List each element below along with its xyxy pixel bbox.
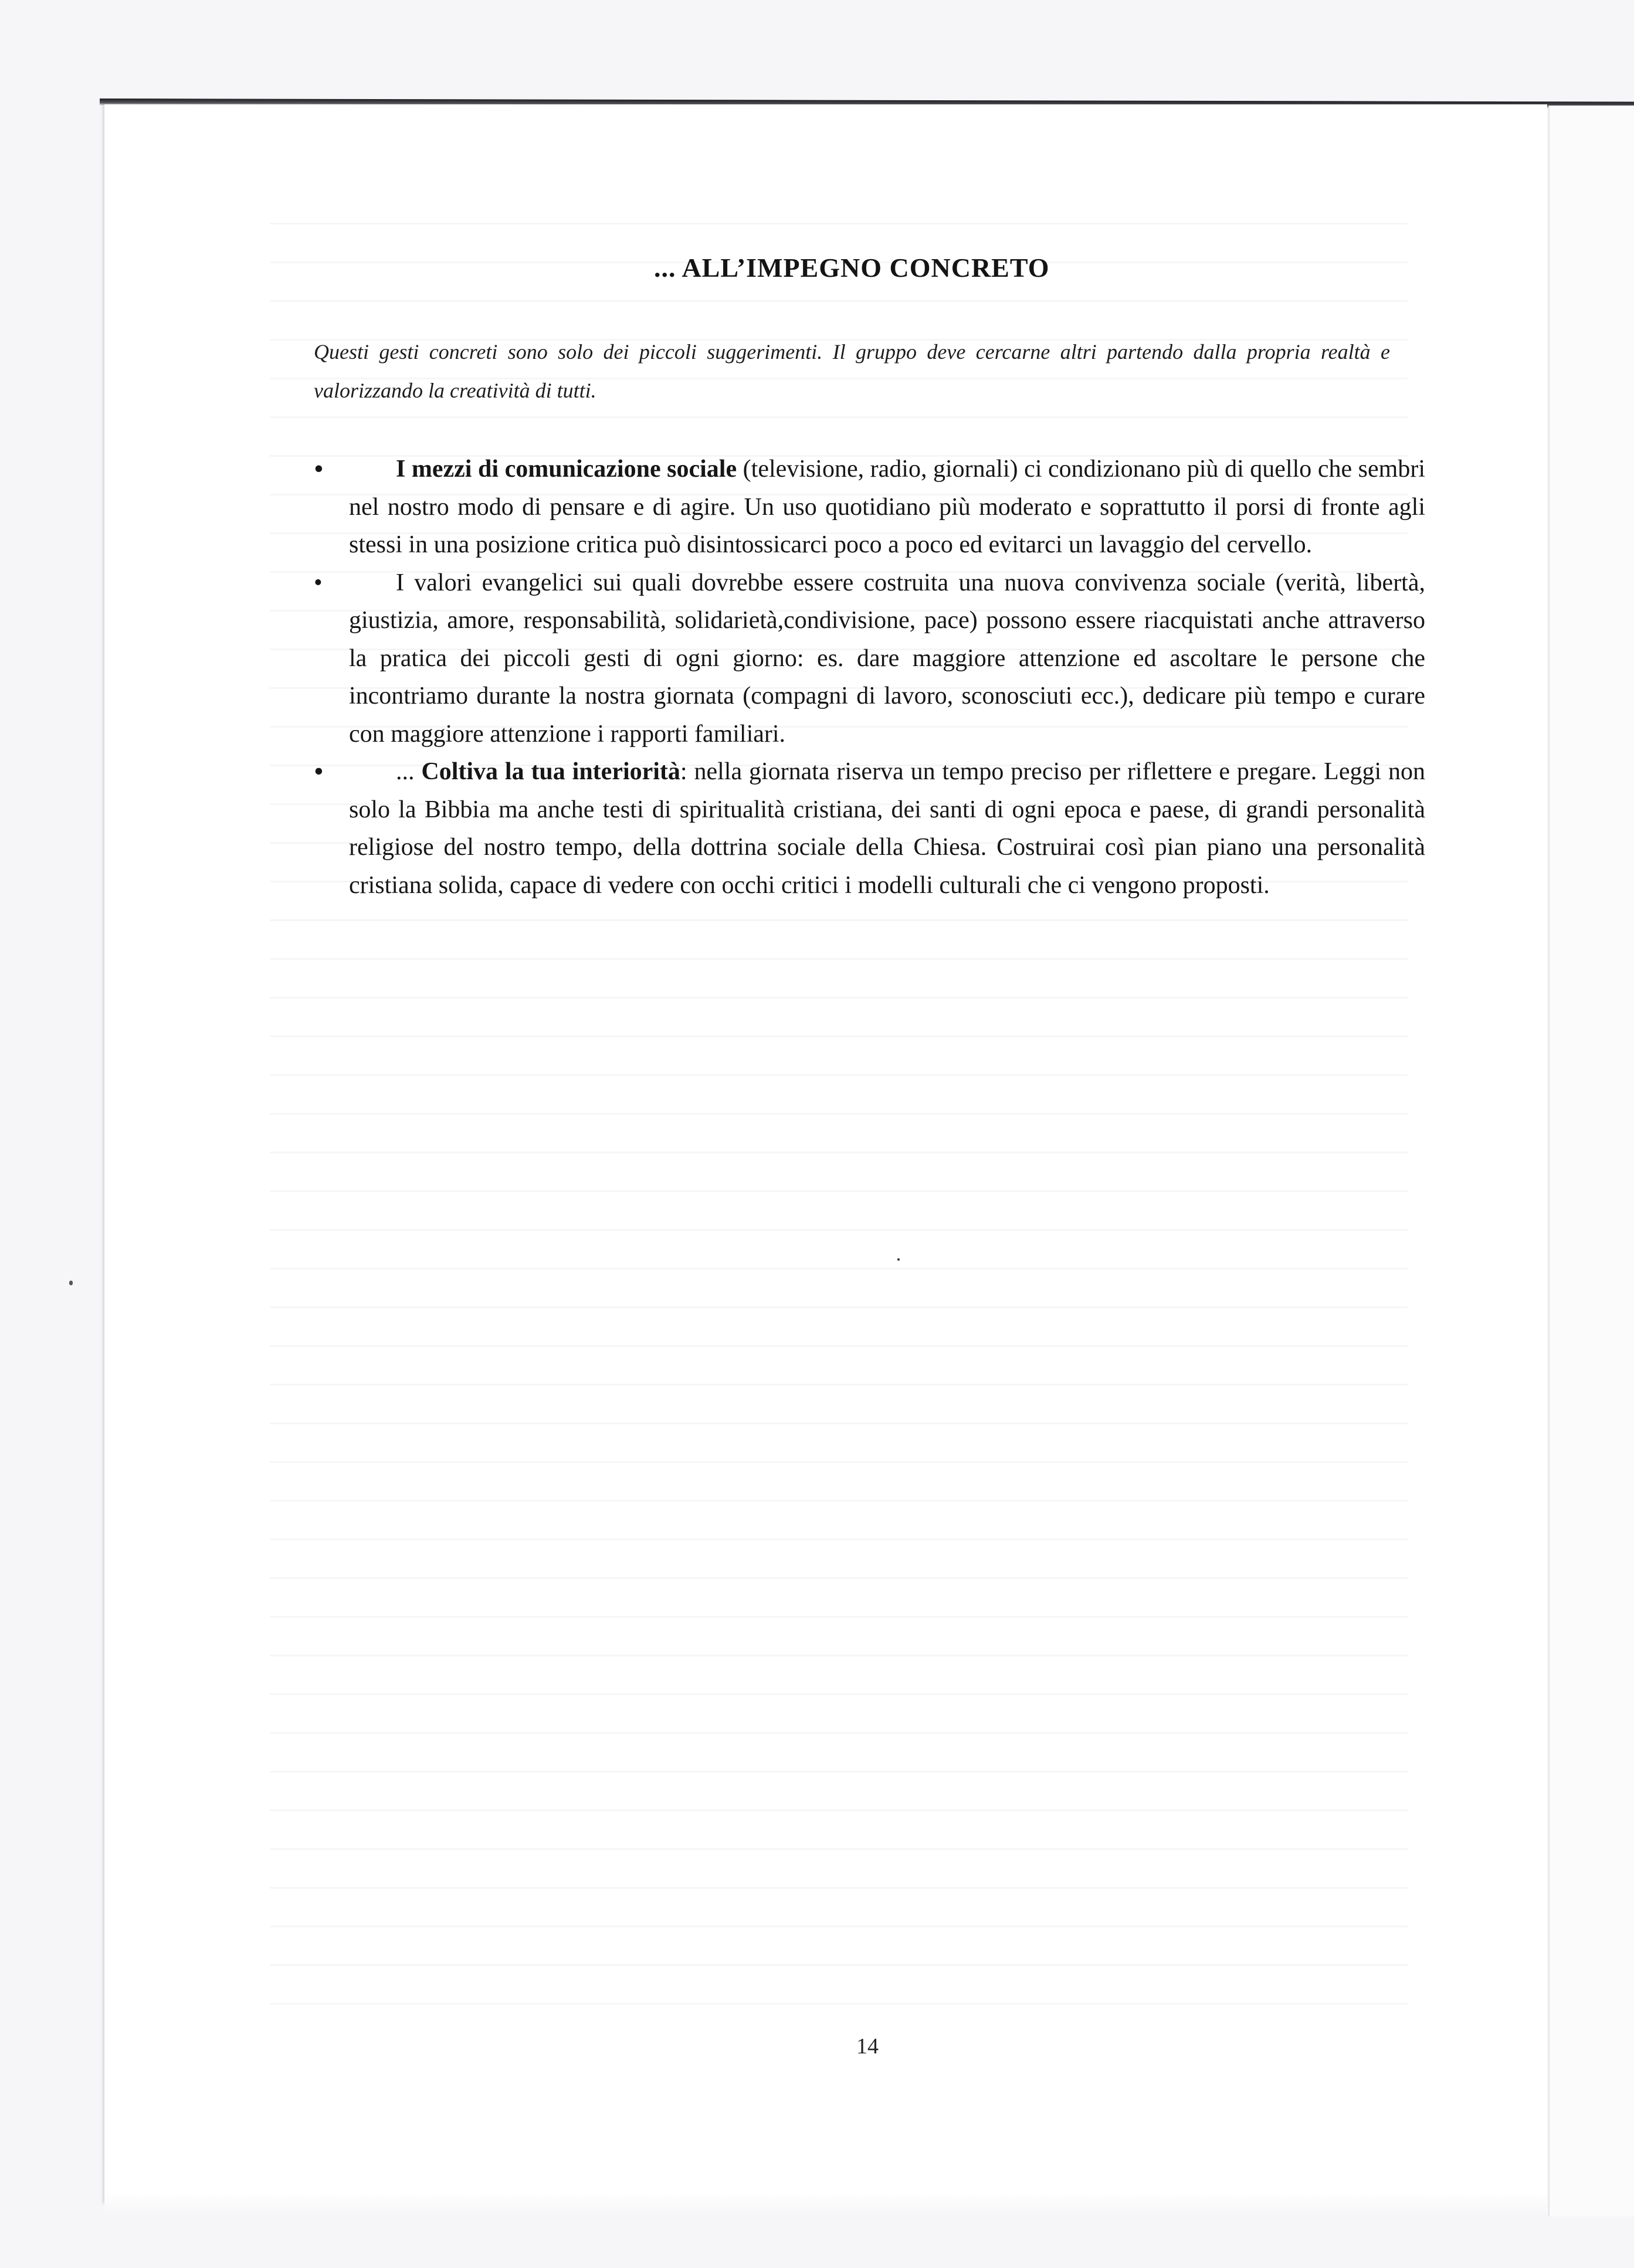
bullet-marker: •	[314, 453, 324, 484]
bullet-prefix-text: ...	[396, 758, 422, 785]
intro-paragraph: Questi gesti concreti sono solo dei piccoli suggerimenti. Il gruppo deve cercarne altri partendo dalla propria realtà e valorizzando la creatività di tutti.	[314, 340, 1390, 402]
bullet-item-interiority	[314, 753, 1425, 904]
scan-speck	[69, 1281, 73, 1285]
bullet-body-text: (televisione, radio, giornali) ci condizionano più di quello che sembri nel nostro modo di pensare e di agire. Un uso quotidiano più moderato e soprattutto il porsi di fronte agli stessi in una posizione critica può disintossicarci poco a poco ed evitarci un lavaggio del cervello.	[349, 456, 1425, 558]
bullet-item-media	[314, 450, 1425, 564]
bullet-list	[314, 450, 1425, 904]
bullet-bold-text: I mezzi di comunicazione sociale	[396, 456, 737, 483]
page-bottom-edge	[104, 2193, 1547, 2216]
page-number: 14	[856, 2034, 879, 2059]
next-page-edge	[1548, 106, 1634, 2216]
page-title: ... ALL’IMPEGNO CONCRETO	[654, 253, 1050, 283]
bullet-body-text: : nella giornata riserva un tempo preciso per riflettere e pregare. Leggi non solo la Bibbia ma anche testi di spiritualità cristiana, dei santi di ogni epoca e paese, di grandi personalità religiose del nostro tempo, della dottrina sociale della Chiesa. Costruirai così pian piano una personalità cristiana solida, capace di vedere con occhi critici i modelli culturali che ci vengono proposti.	[349, 758, 1425, 899]
stray-mark	[897, 1258, 900, 1261]
bullet-bold-text: Coltiva la tua interiorità	[421, 758, 680, 785]
bullet-item-values	[314, 564, 1425, 753]
bullet-body-text: I valori evangelici sui quali dovrebbe essere costruita una nuova convivenza sociale (verità, libertà, giustizia, amore, responsabilità, solidarietà,condivisione, pace) possono essere riacquistati anche attraverso la pratica dei piccoli gesti di ogni giorno: es. dare maggiore attenzione ed ascoltare le persone che incontriamo durante la nostra giornata (compagni di lavoro, sconosciuti ecc.), dedicare più tempo e curare con maggiore attenzione i rapporti familiari.	[349, 569, 1425, 748]
bullet-marker: •	[314, 569, 323, 596]
bullet-marker: •	[314, 756, 324, 787]
